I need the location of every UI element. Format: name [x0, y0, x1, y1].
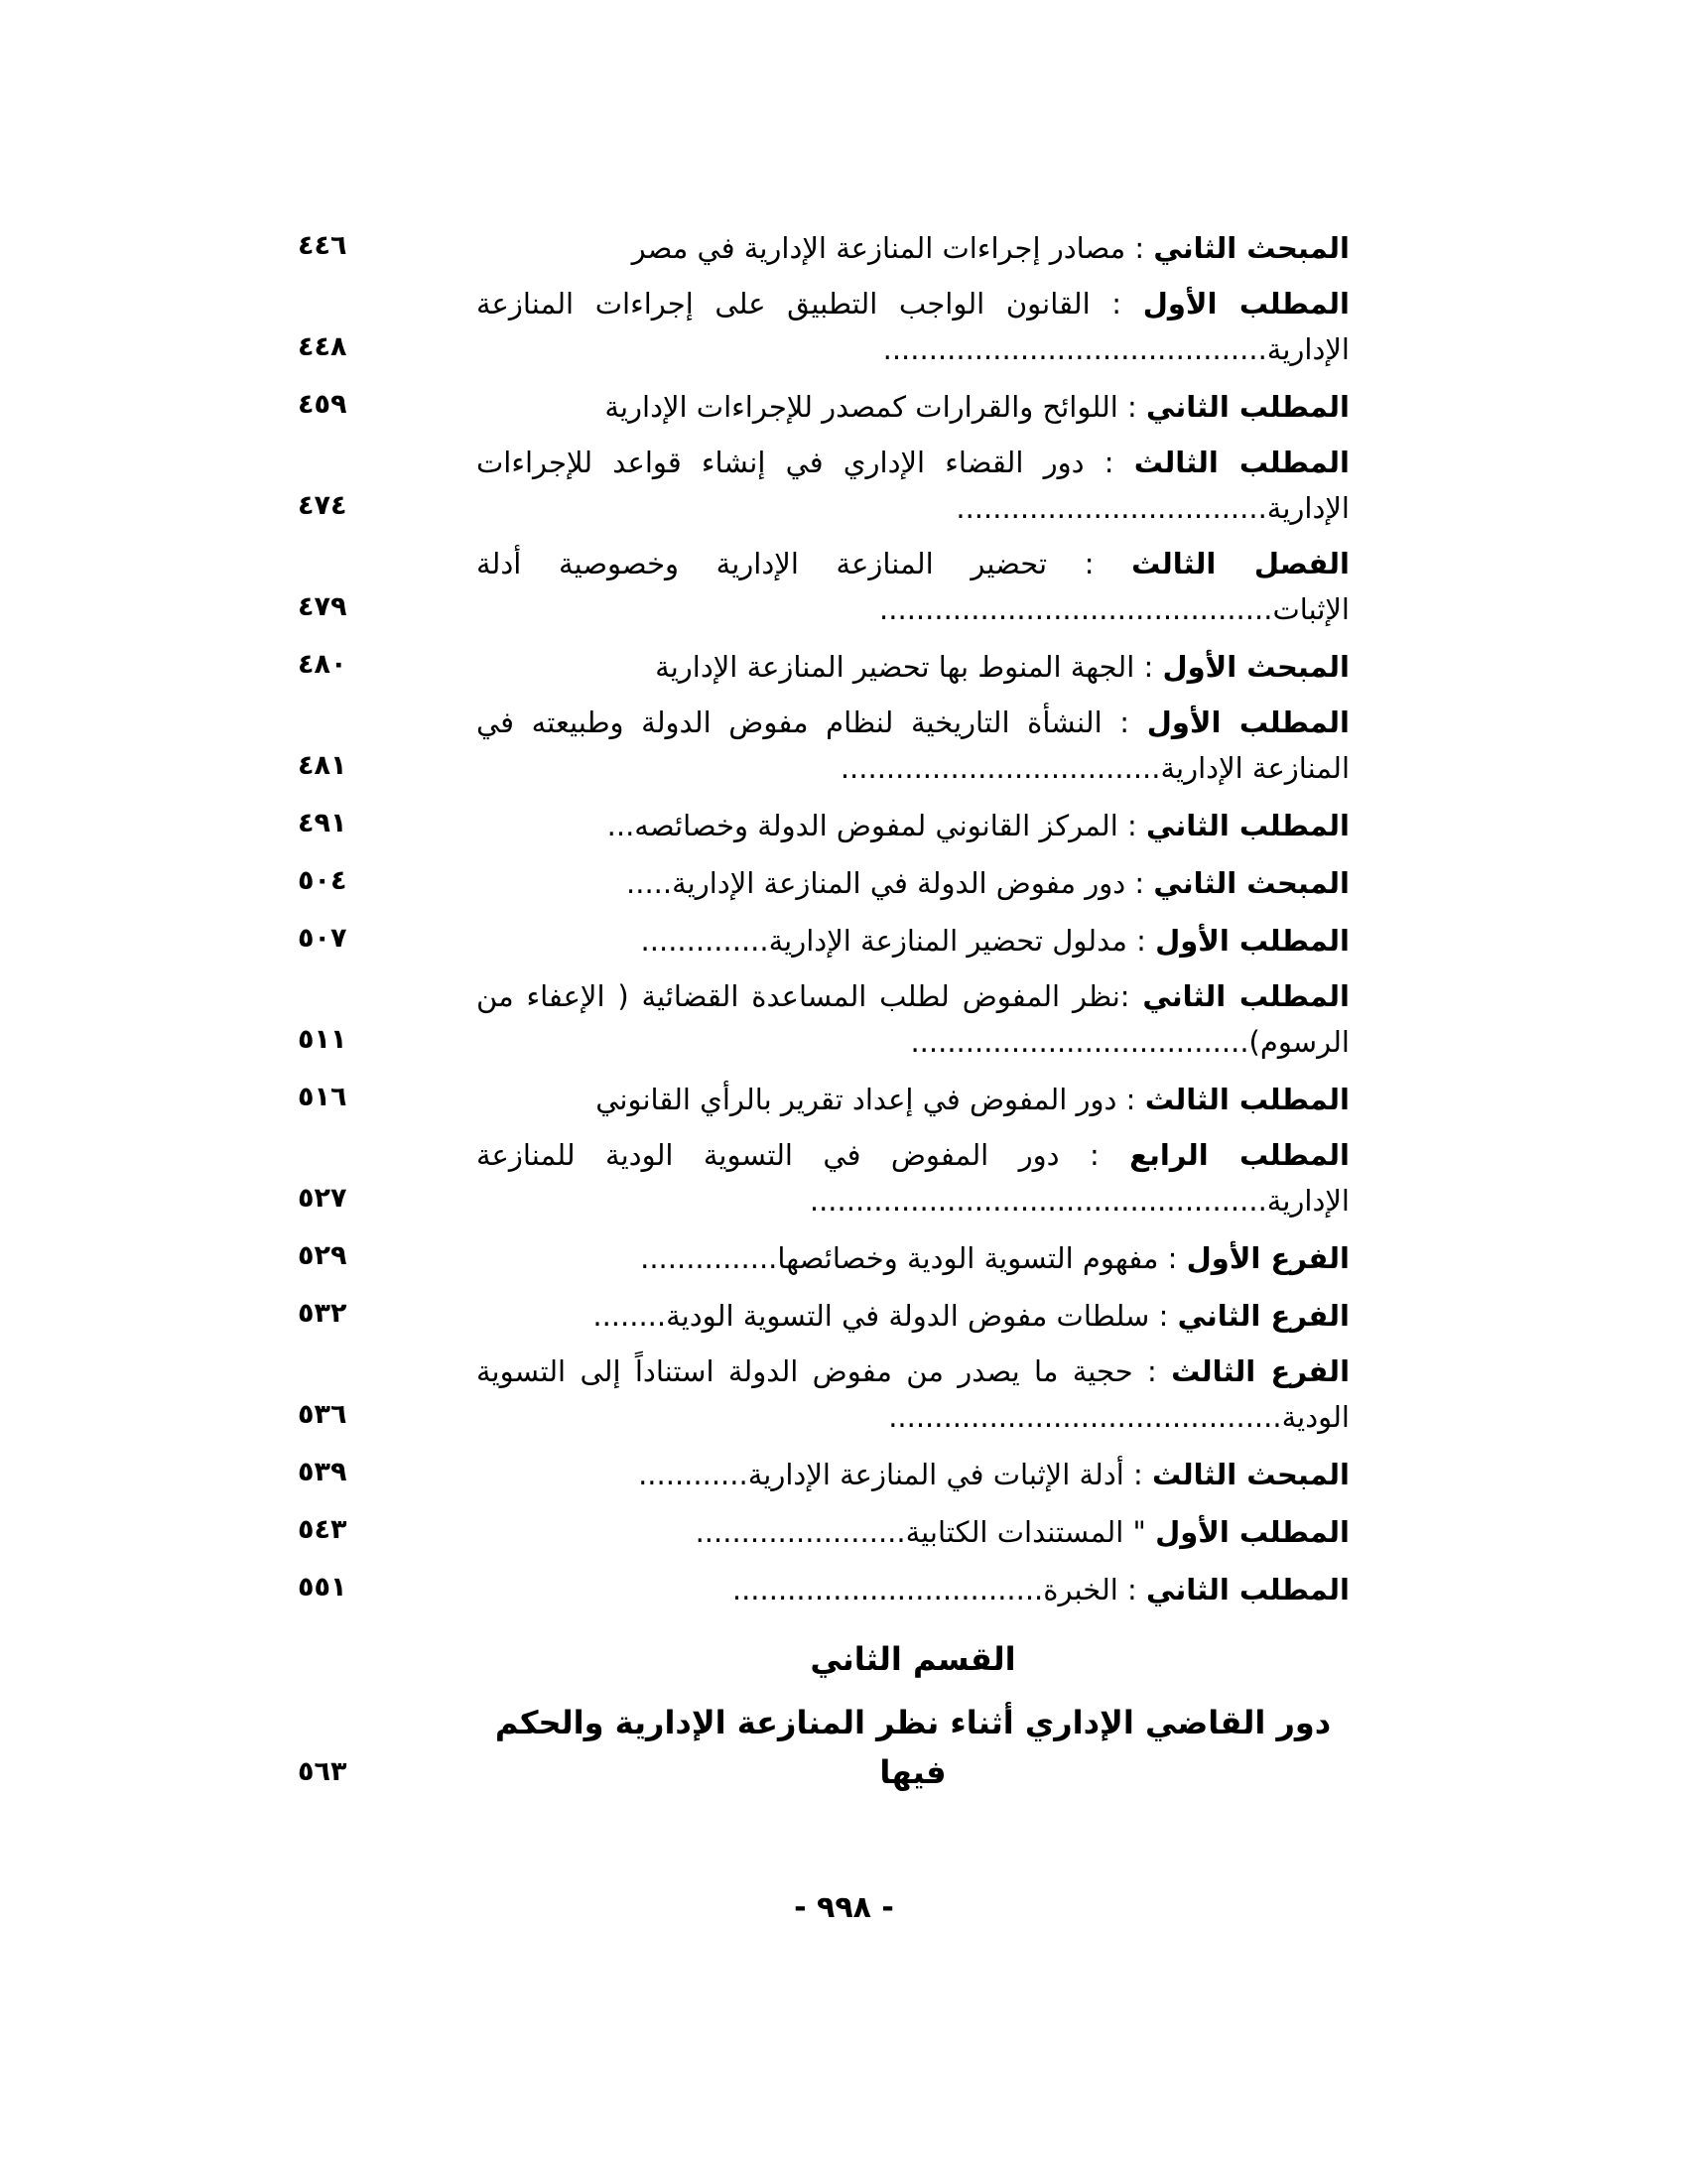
- toc-entry: [298, 858, 1350, 906]
- toc-leader-dots: ..............: [640, 924, 769, 958]
- toc-entry-title: : دور مفوض الدولة في المنازعة الإدارية.....: [626, 866, 1154, 900]
- toc-entry-label: المبحث الأول: [1162, 650, 1350, 684]
- toc-entry-title: : الخبرة: [1043, 1573, 1147, 1606]
- part-title-entry: [298, 1698, 1350, 1797]
- toc-entry-title: : أدلة الإثبات في المنازعة الإدارية: [747, 1458, 1153, 1491]
- toc-leader-dots: ...........................................: [879, 592, 1273, 626]
- toc-entry-text: [476, 1509, 1350, 1555]
- toc-entry-label: المطلب الأول: [1155, 1515, 1350, 1549]
- toc-entry-text: [476, 1567, 1350, 1612]
- toc-entry-text: [476, 225, 1350, 271]
- toc-page-number: ٤٤٦: [298, 230, 347, 261]
- toc-entry-title: : دور القضاء الإداري في إنشاء قواعد للإجراءات الإدارية: [476, 446, 1350, 525]
- toc-entry: [298, 1132, 1350, 1223]
- toc-entry-title: " المستندات الكتابية: [905, 1515, 1156, 1549]
- toc-entry-label: المطلب الرابع: [1129, 1138, 1350, 1172]
- toc-entry-text: [476, 700, 1350, 791]
- toc-entry: [298, 1291, 1350, 1339]
- toc-entry-text: [476, 803, 1350, 848]
- toc-page-number: ٥٥١: [298, 1572, 347, 1603]
- toc-entry: [298, 541, 1350, 632]
- toc-page-number: ٥٣٢: [298, 1298, 347, 1329]
- toc-entry-text: [476, 281, 1350, 372]
- toc-entry-title: : مدلول تحضير المنازعة الإدارية: [768, 924, 1156, 958]
- toc-entry-label: المطلب الثالث: [1133, 446, 1350, 479]
- toc-entry: [298, 642, 1350, 690]
- toc-entry-label: المطلب الأول: [1155, 924, 1350, 958]
- toc-entry: [298, 382, 1350, 430]
- toc-entry-title: : سلطات مفوض الدولة في التسوية الودية: [666, 1299, 1178, 1333]
- toc-entry-title: : دور المفوض في التسوية الودية للمنازعة الإدارية: [476, 1138, 1350, 1218]
- toc-entry: [298, 1565, 1350, 1612]
- toc-entry: [298, 801, 1350, 848]
- toc-entry-label: المبحث الثاني: [1153, 231, 1350, 265]
- toc-entry-title: : اللوائح والقرارات كمصدر للإجراءات الإدارية: [604, 390, 1147, 424]
- toc-leader-dots: ..........................................: [882, 332, 1267, 366]
- toc-entry-title: : مفهوم التسوية الودية وخصائصها: [777, 1241, 1187, 1275]
- toc-entry-title: : القانون الواجب التطبيق على إجراءات المنازعة الإدارية: [476, 287, 1350, 366]
- part-title: دور القاضي الإداري أثناء نظر المنازعة الإدارية والحكم فيها: [494, 1704, 1332, 1791]
- toc-entry-label: المطلب الثاني: [1146, 809, 1350, 842]
- toc-entry: [298, 281, 1350, 372]
- toc-entry: [298, 916, 1350, 964]
- toc-leader-dots: ............: [638, 1458, 748, 1491]
- toc-page-number: ٤٧٤: [298, 490, 347, 521]
- toc-leader-dots: .......................: [695, 1515, 906, 1549]
- toc-page-number: ٥٤٣: [298, 1514, 347, 1545]
- toc-entry-text: [476, 918, 1350, 964]
- toc-entry-text: [476, 1293, 1350, 1339]
- toc-page-number: ٤٥٩: [298, 389, 347, 420]
- toc-page-number: ٥٠٤: [298, 865, 347, 896]
- toc-leader-dots: ........: [592, 1299, 667, 1333]
- toc-page-number: ٥٢٩: [298, 1240, 347, 1271]
- toc-leader-dots: ...........................................: [888, 1400, 1282, 1434]
- toc-page-number: ٤٨٠: [298, 649, 347, 680]
- toc-entry: [298, 973, 1350, 1065]
- toc-entry-title: : دور المفوض في إعداد تقرير بالرأي القانوني: [595, 1083, 1145, 1116]
- toc-entry-label: المبحث الثالث: [1152, 1458, 1350, 1491]
- toc-entry-label: المطلب الثاني: [1146, 390, 1350, 424]
- toc-page-number: ٤٤٨: [298, 331, 347, 362]
- toc-entry-text: [476, 541, 1350, 632]
- toc-entry-label: المطلب الأول: [1142, 287, 1350, 321]
- toc-entry: [298, 700, 1350, 791]
- toc-page-number: ٥٣٦: [298, 1399, 347, 1430]
- toc-entry: [298, 223, 1350, 271]
- toc-leader-dots: .....................................: [910, 1025, 1249, 1059]
- toc-entry-label: المطلب الثاني: [1142, 979, 1350, 1013]
- toc-page-number: ٥٣٩: [298, 1457, 347, 1487]
- toc-entry-title: : تحضير المنازعة الإدارية وخصوصية أدلة الإثبات: [476, 547, 1350, 626]
- toc-entry-title: : الجهة المنوط بها تحضير المنازعة الإدارية: [655, 650, 1163, 684]
- toc-entry-title: :نظر المفوض لطلب المساعدة القضائية ( الإعفاء من الرسوم): [476, 979, 1350, 1059]
- toc-entry-label: المطلب الأول: [1146, 706, 1350, 739]
- toc-leader-dots: ...............: [640, 1241, 778, 1275]
- part-heading: القسم الثاني: [810, 1640, 1016, 1678]
- toc-leader-dots: ...................................: [840, 751, 1161, 785]
- toc-entry: [298, 1075, 1350, 1122]
- toc-entry-label: المبحث الثاني: [1153, 866, 1350, 900]
- toc-entry: [298, 1233, 1350, 1281]
- toc-entry-text: [476, 384, 1350, 430]
- toc-entry-title: : مصادر إجراءات المنازعة الإدارية في مصر: [631, 231, 1154, 265]
- toc-entry-text: [476, 1132, 1350, 1223]
- toc-page-number: ٤٧٩: [298, 591, 347, 622]
- toc-leader-dots: ..................................................: [809, 1184, 1267, 1218]
- toc-entry-text: [476, 1349, 1350, 1440]
- toc-page-number: ٤٩١: [298, 808, 347, 838]
- toc-page-number: ٥١١: [298, 1024, 347, 1055]
- toc-entry-label: الفرع الثالث: [1171, 1354, 1351, 1388]
- toc-entry-title: : حجية ما يصدر من مفوض الدولة استناداً إلى التسوية الودية: [476, 1354, 1350, 1434]
- toc-leader-dots: ..................................: [731, 1573, 1044, 1606]
- toc-entry-label: المطلب الثاني: [1146, 1573, 1350, 1606]
- toc-page-number: ٥١٦: [298, 1082, 347, 1112]
- footer-page-number: - ٩٩٨ -: [794, 1890, 894, 1925]
- toc-entry-label: المطلب الثالث: [1144, 1083, 1350, 1116]
- toc-leader-dots: ..................................: [956, 491, 1267, 525]
- toc-entry-title: : النشأة التاريخية لنظام مفوض الدولة وطبيعته في المنازعة الإدارية: [476, 706, 1350, 785]
- toc-page-number: ٤٨١: [298, 750, 347, 781]
- toc-entry-text: [476, 1235, 1350, 1281]
- toc-entry-text: [476, 860, 1350, 906]
- toc-entry-text: [476, 440, 1350, 531]
- toc-entry: [298, 1450, 1350, 1497]
- toc-entry-text: [476, 1077, 1350, 1122]
- toc-entry-title: : المركز القانوني لمفوض الدولة وخصائصه...: [606, 809, 1147, 842]
- toc-entry: [298, 440, 1350, 531]
- toc-entry-label: الفرع الأول: [1186, 1241, 1350, 1275]
- toc-entry: [298, 1349, 1350, 1440]
- toc-entry-label: الفرع الثاني: [1177, 1299, 1350, 1333]
- toc-entry-text: [476, 1452, 1350, 1497]
- toc-entry: [298, 1507, 1350, 1555]
- toc-page-number: ٥٠٧: [298, 923, 347, 954]
- toc-entry-text: [476, 973, 1350, 1065]
- table-of-contents: [298, 223, 1350, 1797]
- part-page-number: ٥٦٣: [298, 1756, 347, 1787]
- toc-entry-label: الفصل الثالث: [1131, 547, 1350, 580]
- toc-page-number: ٥٢٧: [298, 1183, 347, 1214]
- toc-entry-text: [476, 644, 1350, 690]
